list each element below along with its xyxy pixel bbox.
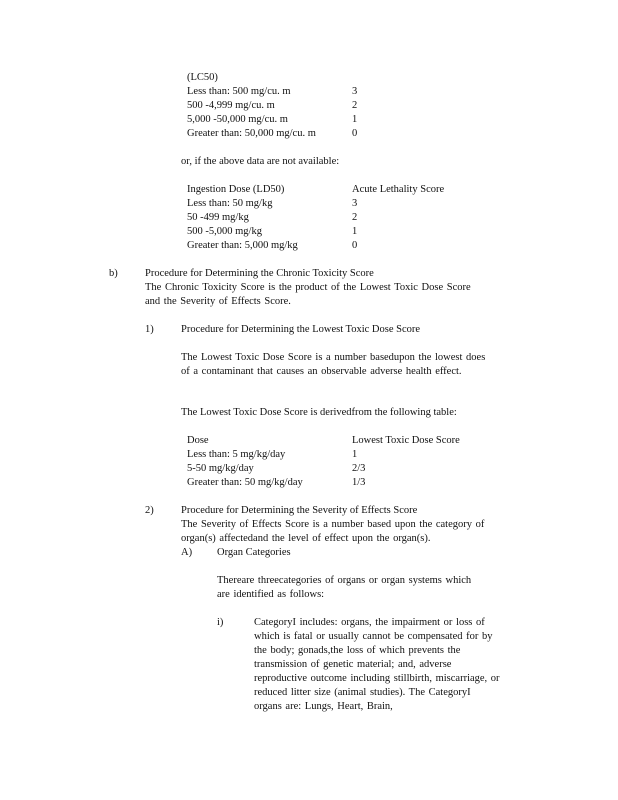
ingestion-score-0: 3 (352, 198, 358, 209)
ingestion-score-2: 1 (352, 226, 358, 237)
ingestion-dose-2: 500 -5,000 mg/kg (187, 226, 262, 237)
sub2-title: Procedure for Determining the Severity of Effects Score (181, 505, 418, 516)
inhalation-score-1: 2 (352, 100, 358, 111)
inhalation-dose-1: 500 -4,999 mg/cu. m (187, 100, 275, 111)
ltd-header-score: Lowest Toxic Dose Score (352, 435, 460, 446)
ingestion-header-dose: Ingestion Dose (LD50) (187, 184, 285, 195)
sub1-para1: The Lowest Toxic Dose Score is a number basedupon the lowest does of a contaminant that causes an observable adverse health effect. (181, 352, 486, 377)
section-b-text: The Chronic Toxicity Score is the product of the Lowest Toxic Dose Score and the Severity of Effects Score. (145, 282, 471, 307)
inhalation-dose-0: Less than: 500 mg/cu. m (187, 86, 291, 97)
ingestion-score-3: 0 (352, 240, 358, 251)
ingestion-dose-3: Greater than: 5,000 mg/kg (187, 240, 298, 251)
ltd-dose-2: Greater than: 50 mg/kg/day (187, 477, 303, 488)
inhalation-dose-2: 5,000 -50,000 mg/cu. m (187, 114, 288, 125)
section-b-title: Procedure for Determining the Chronic Toxicity Score (145, 268, 374, 279)
inhalation-score-3: 0 (352, 128, 358, 139)
item-i-text: CategoryI includes: organs, the impairment or loss of which is fatal or usually cannot be compensated for by the body; gonads,the loss of which prevents the transmission of genetic material; and, adverse reproductive outcome including stillbirth, miscarriage, or reduced litter size (animal studies). The CategoryI organs are: Lungs, Heart, Brain, (254, 617, 500, 712)
subsection-a-title: Organ Categories (217, 547, 291, 558)
inhalation-score-2: 1 (352, 114, 358, 125)
ingestion-score-1: 2 (352, 212, 358, 223)
item-i-marker: i) (217, 617, 224, 628)
inhalation-table-header: (LC50) (187, 72, 218, 83)
sub1-marker: 1) (145, 324, 154, 335)
subsection-a-text: Thereare threecategories of organs or organ systems which are identified as follows: (217, 575, 472, 600)
sub1-para2: The Lowest Toxic Dose Score is derivedfrom the following table: (181, 407, 457, 418)
section-b-marker: b) (109, 268, 118, 279)
sub1-title: Procedure for Determining the Lowest Toxic Dose Score (181, 324, 421, 335)
or-statement: or, if the above data are not available: (181, 156, 340, 167)
ltd-header-dose: Dose (187, 435, 209, 446)
sub2-marker: 2) (145, 505, 154, 516)
subsection-a-marker: A) (181, 547, 193, 558)
ingestion-header-score: Acute Lethality Score (352, 184, 445, 195)
sub2-text: The Severity of Effects Score is a number based upon the category of organ(s) affectedand the level of effect upon the organ(s). (181, 519, 485, 544)
ltd-dose-1: 5-50 mg/kg/day (187, 463, 254, 474)
ltd-score-1: 2/3 (352, 463, 366, 474)
ltd-score-0: 1 (352, 449, 358, 460)
ingestion-dose-1: 50 -499 mg/kg (187, 212, 249, 223)
ltd-score-2: 1/3 (352, 477, 366, 488)
ltd-dose-0: Less than: 5 mg/kg/day (187, 449, 286, 460)
inhalation-dose-3: Greater than: 50,000 mg/cu. m (187, 128, 316, 139)
inhalation-score-0: 3 (352, 86, 358, 97)
ingestion-dose-0: Less than: 50 mg/kg (187, 198, 273, 209)
